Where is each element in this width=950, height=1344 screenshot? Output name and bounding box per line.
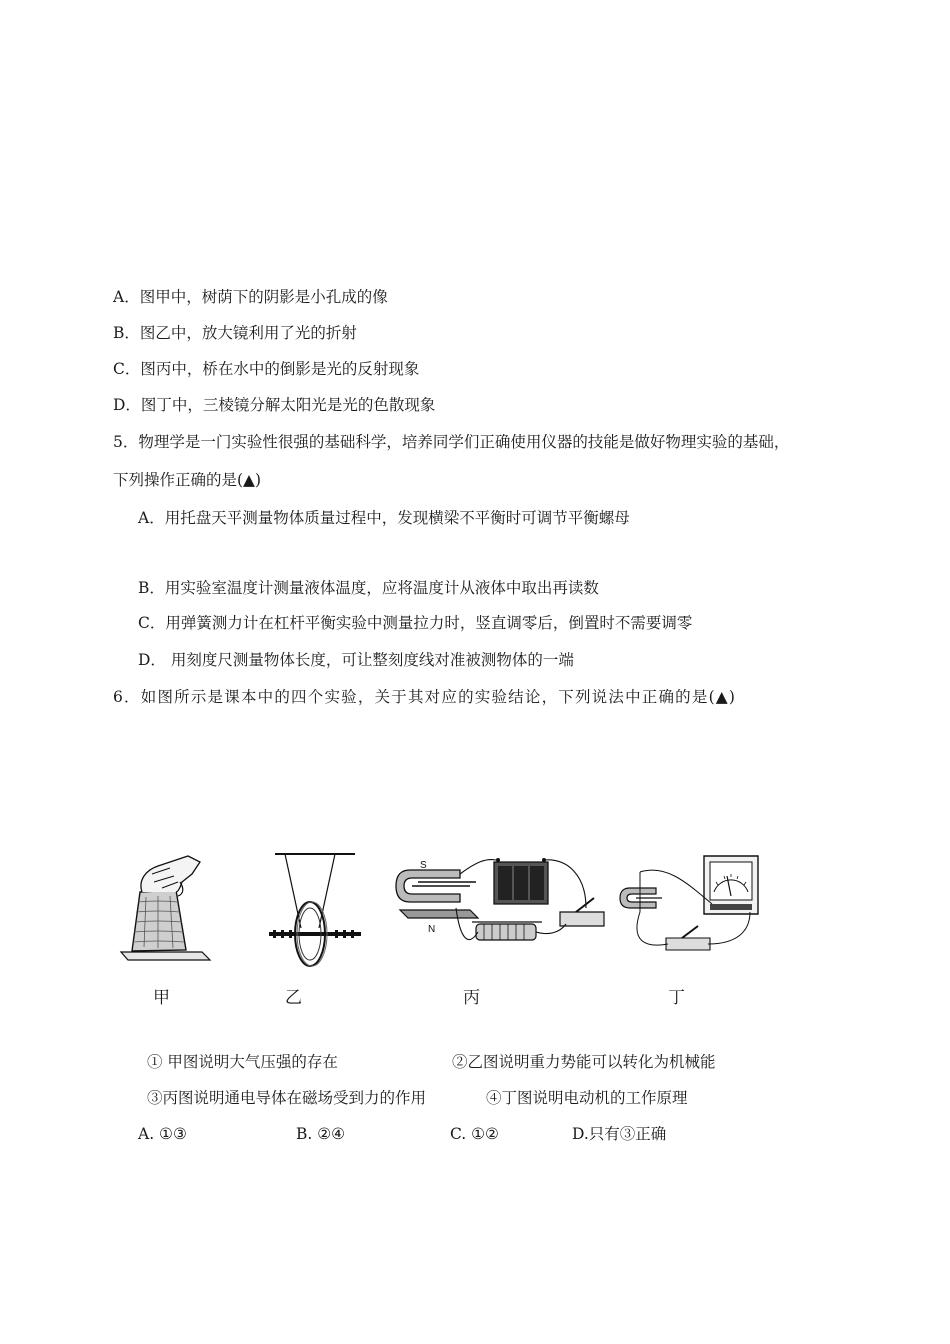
caption-ding: 丁 (668, 988, 685, 1008)
q4-option-a: A．图甲中，树荫下的阴影是小孔成的像 (113, 288, 388, 306)
q4-option-b: B．图乙中，放大镜利用了光的折射 (113, 324, 357, 342)
q6-option-a: A. ①③ (138, 1125, 187, 1143)
q4-option-d: D．图丁中，三棱镜分解太阳光是光的色散现象 (113, 396, 436, 414)
q6-option-b: B. ②④ (296, 1125, 346, 1143)
q4-option-c: C．图丙中，桥在水中的倒影是光的反射现象 (113, 360, 420, 378)
q5-option-d: D． 用刻度尺测量物体长度，可让整刻度线对准被测物体的一端 (138, 651, 574, 669)
q5-stem-line1: 5．物理学是一门实验性很强的基础科学，培养同学们正确使用仪器的技能是做好物理实验的基础， (113, 433, 790, 451)
figure-ding-induction-circuit (616, 852, 766, 962)
figure-yi-maxwell-wheel (265, 850, 365, 970)
caption-jia: 甲 (153, 988, 170, 1008)
q5-option-a: A．用托盘天平测量物体质量过程中，发现横梁不平衡时可调节平衡螺母 (138, 509, 630, 527)
magnet-label-n: N (428, 924, 436, 935)
q5-option-c: C．用弹簧测力计在杠杆平衡实验中测量拉力时，竖直调零后，倒置时不需要调零 (138, 614, 693, 632)
q6-option-c: C. ①② (450, 1125, 499, 1143)
statement-4: ④丁图说明电动机的工作原理 (486, 1089, 688, 1107)
statement-1: ① 甲图说明大气压强的存在 (147, 1053, 338, 1071)
q5-option-b: B．用实验室温度计测量液体温度，应将温度计从液体中取出再读数 (138, 579, 599, 597)
caption-yi: 乙 (285, 988, 302, 1008)
statement-3: ③丙图说明通电导体在磁场受到力的作用 (147, 1089, 427, 1107)
caption-bing: 丙 (463, 988, 480, 1008)
q5-stem-line2: 下列操作正确的是(▲) (113, 471, 262, 489)
figure-jia-cup-experiment (118, 852, 213, 964)
q6-option-d: D.只有③正确 (572, 1125, 667, 1143)
q6-stem: 6．如图所示是课本中的四个实验，关于其对应的实验结论，下列说法中正确的是(▲) (113, 688, 737, 706)
magnet-label-s: S (420, 860, 427, 871)
figure-bing-motor-circuit (390, 852, 615, 957)
statement-2: ②乙图说明重力势能可以转化为机械能 (452, 1053, 716, 1071)
